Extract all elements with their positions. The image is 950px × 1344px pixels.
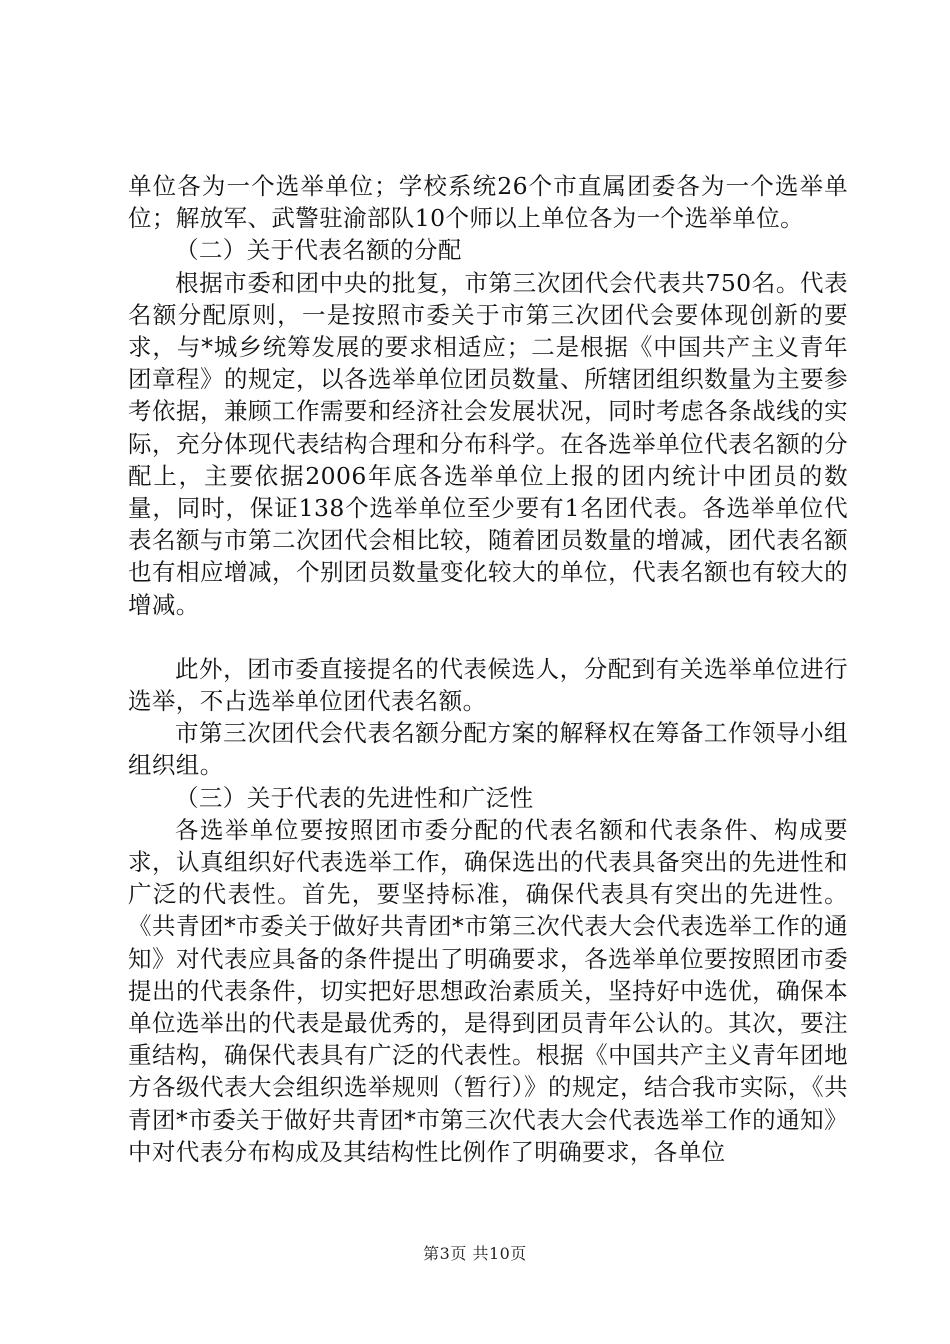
paragraph-interpretation: 市第三次团代会代表名额分配方案的解释权在筹备工作领导小组组织组。	[128, 719, 848, 780]
document-body	[128, 170, 848, 1168]
section-heading-2: （二）关于代表名额的分配	[175, 236, 462, 265]
section-heading-3: （三）关于代表的先进性和广泛性	[175, 783, 534, 812]
paragraph-direct-nomination: 此外，团市委直接提名的代表候选人，分配到有关选举单位进行选举，不占选举单位团代表名额。	[128, 654, 848, 716]
paragraph-spacer	[128, 621, 848, 653]
page-footer: 第3页 共10页	[423, 1244, 527, 1263]
paragraph-representativeness: 各选举单位要按照团市委分配的代表名额和代表条件、构成要求，认真组织好代表选举工作，确保选出的代表具备突出的先进性和广泛的代表性。首先，要坚持标准，确保代表具有突出的先进性。《共青团*市委关于做好共青团*市第三次代表大会代表选举工作的通知》对代表应具备的条件提出了明确要求，各选举单位要按照团市委提出的代表条件，切实把好思想政治素质关，坚持好中选优，确保本单位选举出的代表是最优秀的，是得到团员青年公认的。其次，要注重结构，确保代表具有广泛的代表性。根据《中国共产主义青年团地方各级代表大会组织选举规则（暂行）》的规定，结合我市实际，《共青团*市委关于做好共青团*市第三次代表大会代表选举工作的通知》中对代表分布构成及其结构性比例作了明确要求，各单位	[128, 815, 848, 1166]
paragraph-continuation: 单位各为一个选举单位；学校系统26个市直属团委各为一个选举单位；解放军、武警驻渝部队10个师以上单位各为一个选举单位。	[128, 172, 848, 233]
paragraph-quota-allocation: 根据市委和团中央的批复，市第三次团代会代表共750名。代表名额分配原则，一是按照市委关于市第三次团代会要体现创新的要求，与*城乡统筹发展的要求相适应；二是根据《中国共产主义青年团章程》的规定，以各选举单位团员数量、所辖团组织数量为主要参考依据，兼顾工作需要和经济社会发展状况，同时考虑各条战线的实际，充分体现代表结构合理和分布科学。在各选举单位代表名额的分配上，主要依据2006年底各选举单位上报的团内统计中团员的数量，同时，保证138个选举单位至少要有1名团代表。各选举单位代表名额与市第二次团代会相比较，随着团员数量的增减，团代表名额也有相应增减，个别团员数量变化较大的单位，代表名额也有较大的增减。	[128, 268, 848, 619]
